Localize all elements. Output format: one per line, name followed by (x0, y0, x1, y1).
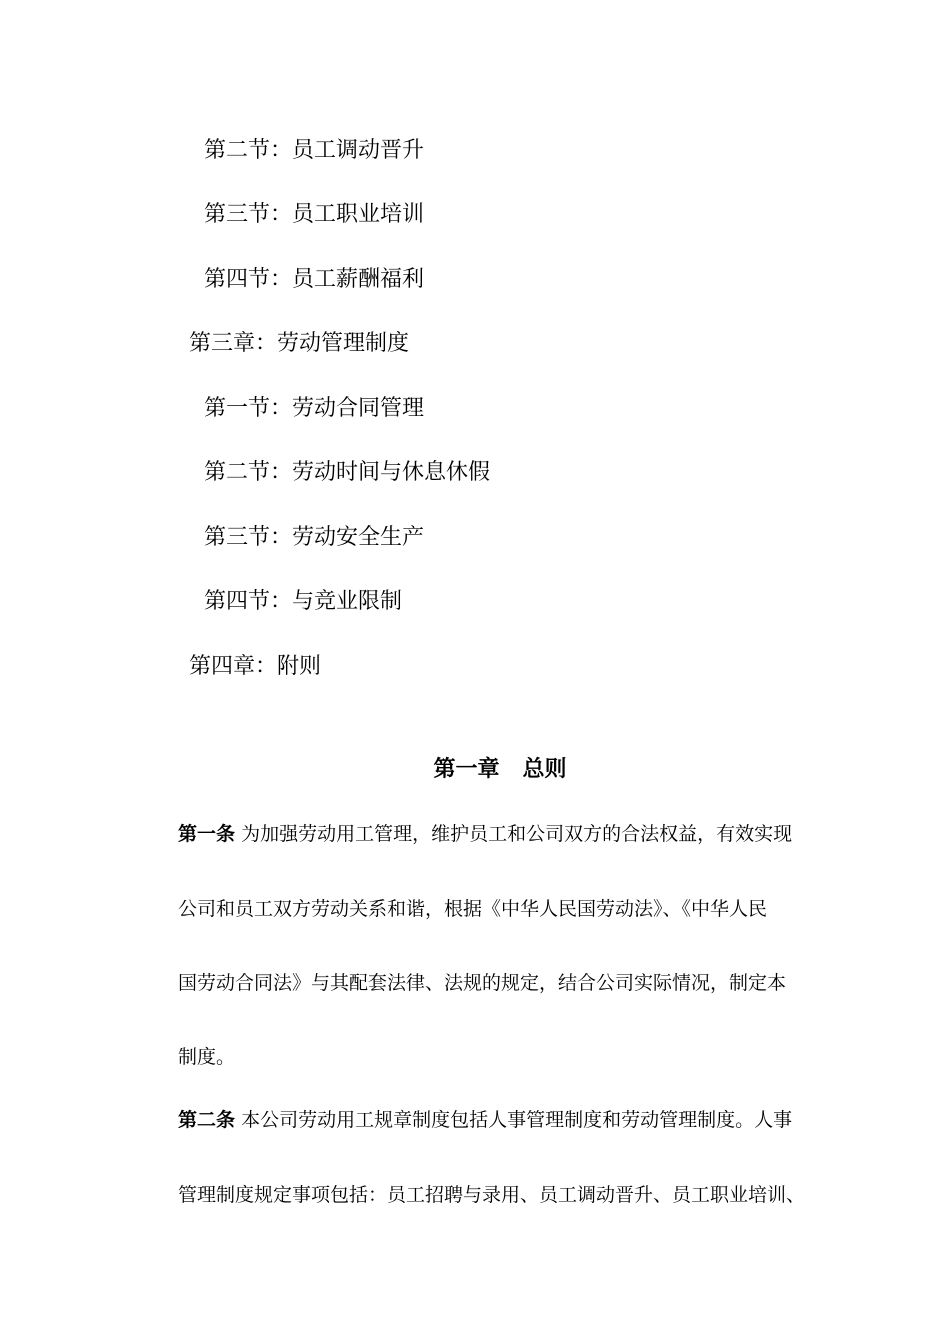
article-text-line: 制度。 (178, 1046, 236, 1068)
article-label: 第二条 (178, 1109, 236, 1131)
article-text-line: 为加强劳动用工管理，维护员工和公司双方的合法权益，有效实现 (241, 823, 793, 845)
toc-item-section: 第一节：劳动合同管理 (204, 396, 425, 421)
toc-item-section: 第二节：员工调动晋升 (204, 138, 425, 163)
toc-item-section: 第二节：劳动时间与休息休假 (204, 460, 491, 485)
toc-item-section: 第三节：劳动安全生产 (204, 525, 425, 550)
article-first-line (178, 1106, 792, 1134)
toc-item-section: 第四节：员工薪酬福利 (204, 267, 425, 292)
toc-item-chapter: 第四章：附则 (189, 654, 322, 679)
article-label: 第一条 (178, 823, 236, 845)
toc-item-section: 第四节：与竞业限制 (204, 589, 403, 614)
article-text-line: 管理制度规定事项包括：员工招聘与录用、员工调动晋升、员工职业培训、 (178, 1184, 806, 1206)
article-text-line: 本公司劳动用工规章制度包括人事管理制度和劳动管理制度。人事 (241, 1109, 793, 1131)
article-text-line: 国劳动合同法》与其配套法律、法规的规定，结合公司实际情况，制定本 (178, 972, 787, 994)
toc-item-section: 第三节：员工职业培训 (204, 202, 425, 227)
toc-item-chapter: 第三章：劳动管理制度 (189, 331, 410, 356)
article-text-line: 公司和员工双方劳动关系和谐，根据《中华人民国劳动法》、《中华人民 (178, 898, 768, 920)
article-first-line (178, 820, 792, 848)
chapter-heading: 第一章 总则 (433, 757, 567, 782)
